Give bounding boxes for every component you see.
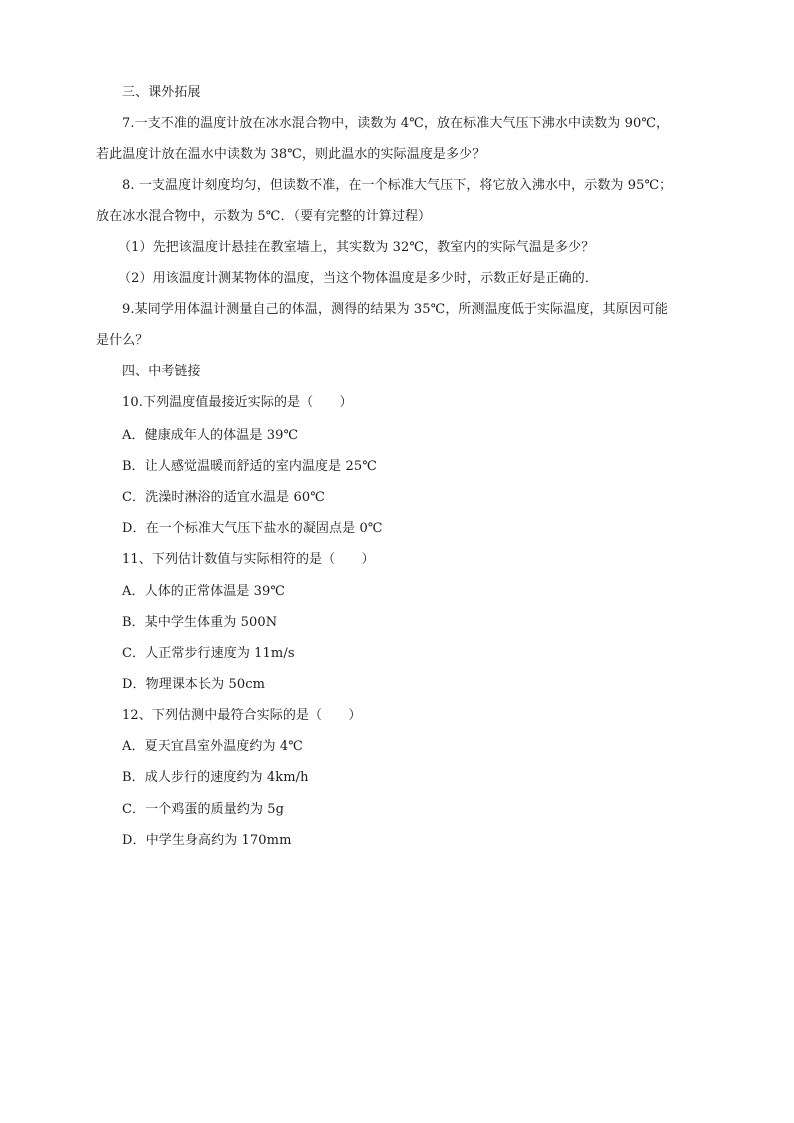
question-12-stem: 12、下列估测中最符合实际的是（ ）	[122, 708, 362, 723]
question-12-option-a: A．夏天宜昌室外温度约为 4℃	[122, 739, 303, 754]
question-11-option-c: C．人正常步行速度为 11m/s	[122, 646, 295, 661]
question-10-option-d: D．在一个标准大气压下盐水的凝固点是 0℃	[122, 521, 383, 536]
question-11-option-b: B．某中学生体重为 500N	[122, 615, 278, 630]
question-8-line-1: 8. 一支温度计刻度均匀，但读数不准，在一个标准大气压下，将它放入沸水中，示数为 95℃；	[122, 178, 673, 193]
section-heading-exam-link: 四、中考链接	[122, 364, 201, 379]
question-8-line-2: 放在冰水混合物中，示数为 5℃．（要有完整的计算过程）	[96, 209, 432, 224]
question-11-option-d: D．物理课本长为 50cm	[122, 677, 266, 692]
question-8-sub-1: （1）先把该温度计悬挂在教室墙上，其实数为 32℃，教室内的实际气温是多少？	[118, 240, 595, 255]
question-8-sub-2: （2）用该温度计测某物体的温度，当这个物体温度是多少时，示数正好是正确的．	[118, 271, 598, 286]
question-10-option-b: B．让人感觉温暖而舒适的室内温度是 25℃	[122, 459, 377, 474]
question-10-stem: 10.下列温度值最接近实际的是（ ）	[122, 395, 353, 410]
question-9-line-1: 9.某同学用体温计测量自己的体温，测得的结果为 35℃，所测温度低于实际温度，其原因可能	[122, 302, 669, 317]
question-11-option-a: A．人体的正常体温是 39℃	[122, 584, 286, 599]
section-heading-extension: 三、课外拓展	[122, 85, 201, 100]
question-7-line-1: 7.一支不准的温度计放在冰水混合物中，读数为 4℃，放在标准大气压下沸水中读数为 90℃，	[122, 116, 670, 131]
question-7-line-2: 若此温度计放在温水中读数为 38℃，则此温水的实际温度是多少？	[96, 147, 486, 162]
question-11-stem: 11、下列估计数值与实际相符的是（ ）	[122, 552, 375, 567]
question-12-option-b: B．成人步行的速度约为 4km/h	[122, 770, 309, 785]
question-12-option-c: C．一个鸡蛋的质量约为 5g	[122, 802, 285, 817]
question-9-line-2: 是什么？	[96, 333, 149, 348]
question-10-option-a: A．健康成年人的体温是 39℃	[122, 428, 299, 443]
question-10-option-c: C．洗澡时淋浴的适宜水温是 60℃	[122, 490, 325, 505]
question-12-option-d: D．中学生身高约为 170mm	[122, 833, 292, 848]
